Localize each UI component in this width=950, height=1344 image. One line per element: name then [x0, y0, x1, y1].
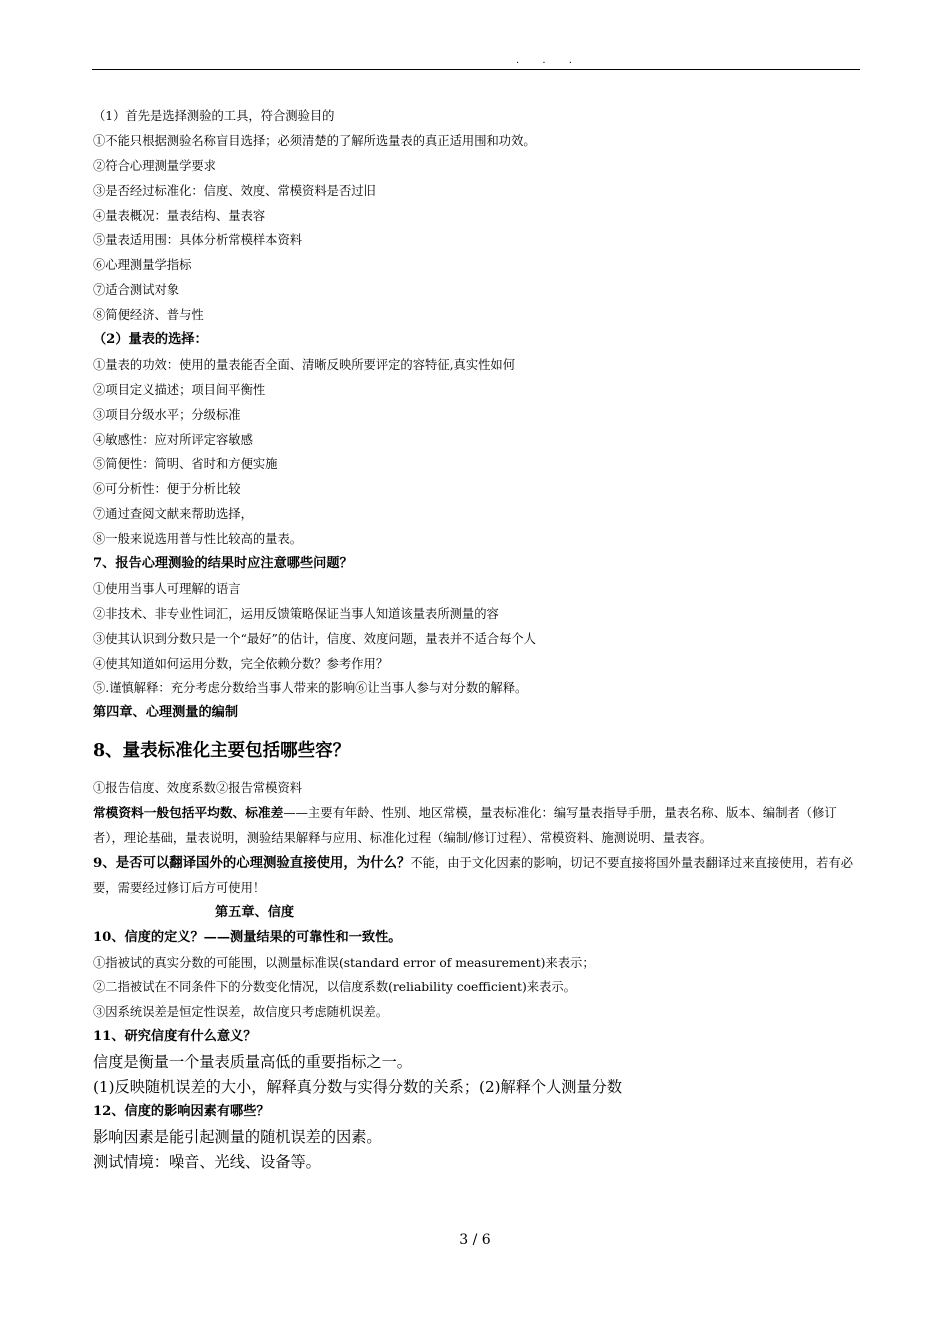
- list-item: ③使其认识到分数只是一个“最好”的估计，信度、效度问题，量表并不适合每个人: [93, 631, 536, 646]
- list-item: ②符合心理测量学要求: [93, 158, 216, 173]
- header-rule: [92, 69, 860, 70]
- page-content: [93, 104, 863, 1175]
- question-8-heading: 8、量表标准化主要包括哪些容？: [93, 741, 351, 762]
- body-text: (1)反映随机误差的大小，解释真分数与实得分数的关系；(2)解释个人测量分数: [93, 1078, 623, 1097]
- list-item: ⑤简便性：简明、省时和方便实施: [93, 457, 278, 472]
- list-item: ③项目分级水平；分级标准: [93, 407, 241, 422]
- list-item: ①不能只根据测验名称盲目选择；必须清楚的了解所选量表的真正适用围和功效。: [93, 133, 536, 148]
- question-9-answer: 不能，由于文化因素的影响，切记不要直接将国外量表翻译过来直接使用，若有必要，需要经过修订后方可使用！: [93, 855, 854, 895]
- list-item: ②非技术、非专业性词汇，运用反馈策略保证当事人知道该量表所测量的容: [93, 606, 499, 621]
- norm-data-text: ——主要有年龄、性别、地区常模，量表标准化：编写量表指导手册，量表名称、版本、编制者（修订者），理论基础，量表说明，测验结果解释与应用、标准化过程（编制/修订过程）、常模资料、施测说明、量表容。: [93, 806, 837, 846]
- list-item: ⑤.谨慎解释：充分考虑分数给当事人带来的影响⑥让当事人参与对分数的解释。: [93, 681, 528, 696]
- list-item: ⑥可分析性：便于分析比较: [93, 482, 241, 497]
- section-intro: （1）首先是选择测验的工具，符合测验目的: [93, 109, 335, 123]
- list-item: ④使其知道如何运用分数，完全依赖分数？参考作用？: [93, 656, 389, 671]
- question-9-paragraph: [93, 851, 863, 901]
- list-item: ⑧一般来说选用普与性比较高的量表。: [93, 532, 303, 547]
- chapter-4-heading: 第四章、心理测量的编制: [93, 705, 239, 721]
- question-7-heading: 7、报告心理测验的结果时应注意哪些问题？: [93, 556, 353, 572]
- list-item: ⑦适合测试对象: [93, 283, 180, 298]
- body-text: 测试情境：噪音、光线、设备等。: [93, 1152, 321, 1171]
- page-number: 3 / 6: [459, 1232, 491, 1248]
- list-item: ④量表概况：量表结构、量表容: [93, 208, 266, 223]
- list-item: ③因系统误差是恒定性误差，故信度只考虑随机误差。: [93, 1005, 389, 1020]
- list-item: ⑧简便经济、普与性: [93, 308, 204, 323]
- list-item: ⑥心理测量学指标: [93, 258, 192, 273]
- question-9-heading: 9、是否可以翻译国外的心理测验直接使用，为什么？: [93, 854, 411, 871]
- list-item: ①使用当事人可理解的语言: [93, 581, 241, 596]
- chapter-5-heading: 第五章、信度: [215, 904, 295, 920]
- header-dots: . . .: [516, 55, 582, 66]
- list-item: ①量表的功效：使用的量表能否全面、清晰反映所要评定的容特征,真实性如何: [93, 357, 516, 372]
- subheading-scale-selection: （2）量表的选择：: [93, 332, 208, 348]
- list-item: ④敏感性：应对所评定容敏感: [93, 432, 253, 447]
- list-item: ②二指被试在不同条件下的分数变化情况，以信度系数(reliability coefficient)来表示。: [93, 980, 576, 995]
- list-item: ③是否经过标准化：信度、效度、常模资料是否过旧: [93, 183, 376, 198]
- list-item: ①指被试的真实分数的可能围，以测量标准误(standard error of measurement)来表示；: [93, 955, 595, 970]
- norm-data-lead: 常模资料一般包括平均数、标准差: [93, 805, 284, 821]
- list-item: ⑦通过查阅文献来帮助选择，: [93, 507, 253, 522]
- list-item: ⑤量表适用围：具体分析常模样本资料: [93, 233, 303, 248]
- question-12-heading: 12、信度的影响因素有哪些？: [93, 1103, 270, 1119]
- list-item: ①报告信度、效度系数②报告常模资料: [93, 781, 303, 796]
- question-11-heading: 11、研究信度有什么意义？: [93, 1029, 257, 1045]
- question-10-heading: 10、信度的定义？——测量结果的可靠性和一致性。: [93, 929, 402, 945]
- body-text: 信度是衡量一个量表质量高低的重要指标之一。: [93, 1053, 412, 1072]
- body-text: 影响因素是能引起测量的随机误差的因素。: [93, 1127, 382, 1146]
- list-item: ②项目定义描述；项目间平衡性: [93, 382, 266, 397]
- norm-data-paragraph: [93, 801, 863, 851]
